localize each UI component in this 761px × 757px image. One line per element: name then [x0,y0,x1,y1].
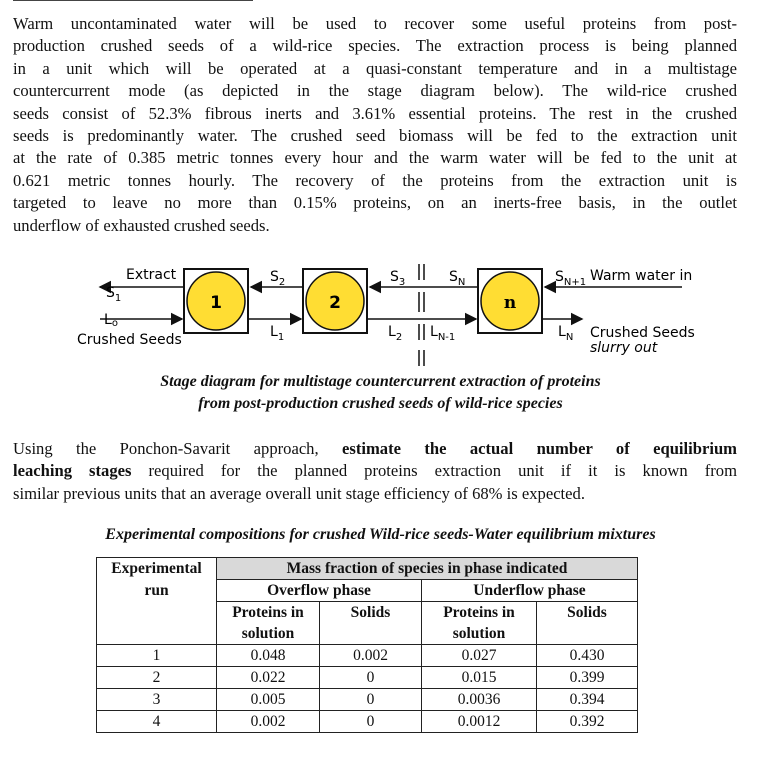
table-row [97,645,638,667]
cell: 0.430 [537,645,638,667]
cell: 0.394 [537,689,638,711]
run-header-blank [97,602,217,645]
slurry-out-label: slurry out [590,340,658,356]
question-line: similar previous units that an average overall unit stage efficiency of 68% is expected. [13,483,585,503]
cell: 4 [97,711,217,733]
stage-label: 2 [329,293,341,313]
s1-label: $S_1$ [106,285,122,304]
warm-water-label: Warm water in [590,268,693,284]
cell: 0.0012 [422,711,537,733]
table-row [97,711,638,733]
overflow-solids-header: Solids [320,602,422,645]
cell: 0.002 [217,711,320,733]
cell: 0 [320,667,422,689]
intro-line: countercurrent mode (as depicted in the stage diagram below). The wild-rice crushed [13,81,737,101]
crushed-seeds-out-label: Crushed Seeds [590,325,695,341]
table-caption: Experimental compositions for crushed Wild-rice seeds-Water equilibrium mixtures [105,526,656,543]
cell: 0.015 [422,667,537,689]
stage-diagram [70,262,710,372]
l1-label: $L_1$ [270,324,285,343]
table-row [97,667,638,689]
intro-line: seeds consist of 52.3% fibrous inerts and 3.61% essential proteins. The rest in the crushed [13,103,737,123]
cell: 0.392 [537,711,638,733]
stage-label: n [503,293,517,313]
mass-fraction-header: Mass fraction of species in phase indicated [217,558,638,580]
sn-label: $S_N$ [449,269,466,288]
crushed-seeds-in-label: Crushed Seeds [77,332,182,348]
problem-statement [13,13,737,237]
snp1-label: $S_{N+1}$ [555,269,587,288]
cell: 3 [97,689,217,711]
underflow-proteins-header: Proteins in solution [422,602,537,645]
ln-label: $L_N$ [558,324,574,343]
s3-label: $S_3$ [390,269,406,288]
run-header-2: run [97,580,217,602]
cell: 0.005 [217,689,320,711]
question-line: leaching stages required for the planned proteins extraction unit if it is known from [13,461,737,481]
question-line: Using the Ponchon-Savarit approach, estimate the actual number of equilibrium [13,439,738,458]
intro-line: targeted to leave no more than 0.15% proteins, on an inerts-free basis, in the outlet [13,193,737,213]
intro-line: in a unit which will be operated at a quasi-constant temperature and in a multistage [13,58,737,78]
overflow-proteins-header: Proteins in solution [217,602,320,645]
l2-label: $L_2$ [388,324,403,343]
equilibrium-table [96,557,638,733]
intro-line: underflow of exhausted crushed seeds. [13,215,270,235]
intro-line: seeds is predominantly water. The crushed seed biomass will be fed to the extraction unit [13,125,737,145]
diagram-caption-line: from post-production crushed seeds of wild-rice species [198,395,563,412]
diagram-caption-line: Stage diagram for multistage countercurrent extraction of proteins [160,373,601,390]
table-row [97,689,638,711]
run-header: Experimental [97,558,217,580]
intro-line: 0.621 metric tonnes hourly. The recovery of the proteins from the extraction unit is [13,170,737,190]
cell: 0.0036 [422,689,537,711]
intro-line: Warm uncontaminated water will be used to recover some useful proteins from post- [13,14,737,33]
question [13,438,737,505]
cell: 2 [97,667,217,689]
intro-line: at the rate of 0.385 metric tonnes every hour and the warm water will be fed to the unit at [13,148,737,168]
stage-box-1 [184,269,248,333]
stage-box-n [478,269,542,333]
cell: 0.022 [217,667,320,689]
extract-label: Extract [126,267,177,283]
cell: 0.027 [422,645,537,667]
overflow-header: Overflow phase [217,580,422,602]
cell: 0 [320,689,422,711]
intro-line: production crushed seeds of a wild-rice species. The extraction process is being planned [13,36,737,56]
s2-label: $S_2$ [270,269,286,288]
ln1-label: $L_{N-1}$ [430,324,456,343]
l0-label: Lo [104,312,118,329]
cell: 0 [320,711,422,733]
underflow-solids-header: Solids [537,602,638,645]
cell: 0.048 [217,645,320,667]
stage-box-2 [303,269,367,333]
underflow-header: Underflow phase [422,580,638,602]
top-rule [13,0,253,1]
break-marks [419,264,424,366]
cell: 0.002 [320,645,422,667]
cell: 1 [97,645,217,667]
stage-label: 1 [210,293,222,313]
cell: 0.399 [537,667,638,689]
